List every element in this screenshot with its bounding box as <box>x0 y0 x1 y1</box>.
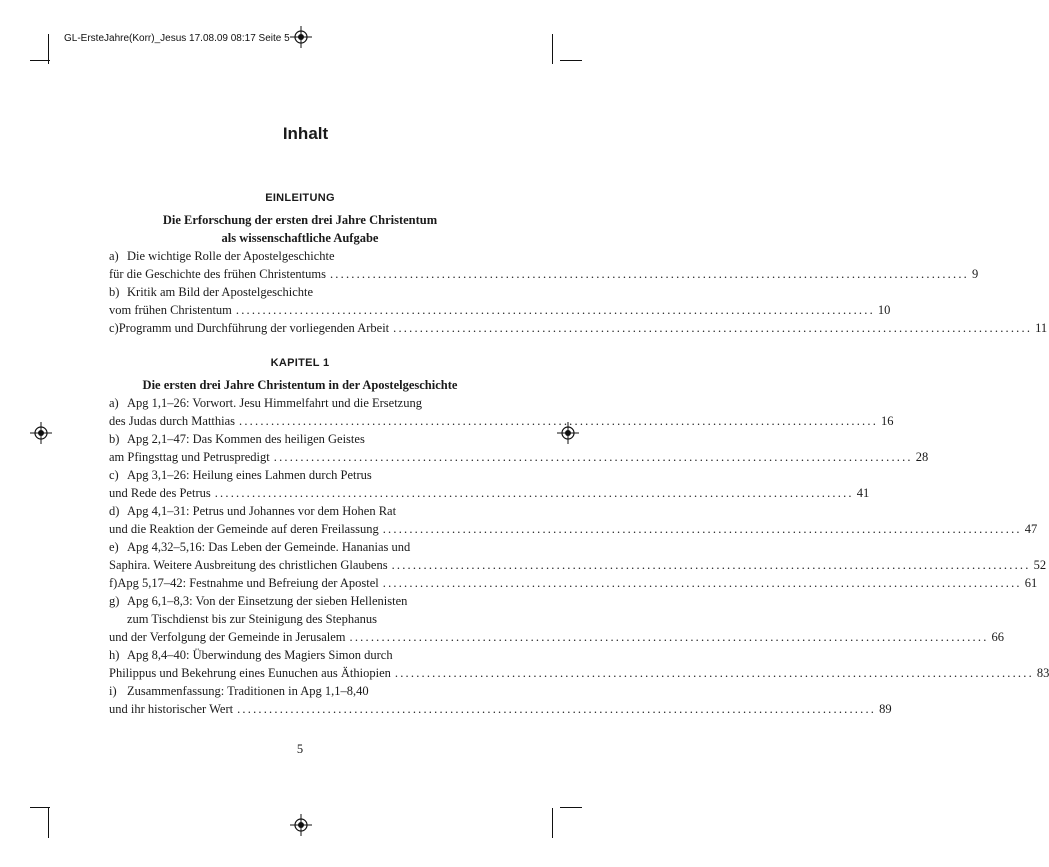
leader-dots: ........................................................................................................................ <box>382 576 1022 590</box>
entry-page-number: 16 <box>881 414 894 428</box>
toc-entry <box>109 502 1038 538</box>
entry-text: und ihr historischer Wert <box>109 702 234 716</box>
toc-entry <box>109 538 1047 574</box>
entry-text: Programm und Durchführung der vorliegenden Arbeit <box>118 321 390 335</box>
toc-entry <box>109 574 1038 592</box>
entry-text: Saphira. Weitere Ausbreitung des christlichen Glaubens <box>109 558 388 572</box>
entry-text: Apg 3,1–26: Heilung eines Lahmen durch Petrus <box>127 468 372 482</box>
entry-letter: b) <box>109 432 120 446</box>
entry-text: zum Tischdienst bis zur Steinigung des Stephanus <box>127 612 377 626</box>
entry-text: Apg 8,4–40: Überwindung des Magiers Simon durch <box>127 648 393 662</box>
entry-letter: c) <box>109 468 119 482</box>
toc-entry <box>109 283 891 319</box>
page-number: 5 <box>296 742 304 756</box>
leader-dots: ........................................................................................................................ <box>214 486 854 500</box>
leader-dots: ........................................................................................................................ <box>382 522 1022 536</box>
section-heading <box>100 211 500 247</box>
entry-text: Apg 6,1–8,3: Von der Einsetzung der sieben Hellenisten <box>127 594 408 608</box>
entry-letter: d) <box>109 504 120 518</box>
crop-mark <box>560 60 582 61</box>
entry-text: Die wichtige Rolle der Apostelgeschichte <box>127 249 335 263</box>
leader-dots: ........................................................................................................................ <box>394 666 1034 680</box>
entry-text: des Judas durch Matthias <box>109 414 236 428</box>
entry-page-number: 11 <box>1035 321 1048 335</box>
entry-letter: h) <box>109 648 120 662</box>
toc-entry <box>109 592 1005 646</box>
registration-mark-icon <box>290 814 312 836</box>
crop-mark <box>48 808 49 838</box>
entry-page-number: 89 <box>879 702 892 716</box>
leader-dots: ........................................................................................................................ <box>329 267 969 281</box>
entry-text: Philippus und Bekehrung eines Eunuchen aus Äthiopien <box>109 666 391 680</box>
entry-text: und der Verfolgung der Gemeinde in Jerusalem <box>109 630 346 644</box>
toc-entry <box>109 646 1049 682</box>
entry-letter: a) <box>109 249 119 263</box>
entry-page-number: 9 <box>971 267 979 281</box>
section-heading-line: Die ersten drei Jahre Christentum in der Apostelgeschichte <box>142 378 458 392</box>
crop-mark <box>552 34 553 64</box>
entry-text: Kritik am Bild der Apostelgeschichte <box>127 285 314 299</box>
entry-page-number: 28 <box>915 450 929 464</box>
crop-mark <box>560 807 582 808</box>
section-label: EINLEITUNG <box>265 192 335 204</box>
crop-mark <box>30 807 50 808</box>
entry-page-number: 61 <box>1024 576 1038 590</box>
entry-page-number: 41 <box>856 486 870 500</box>
toc-entry <box>109 682 892 718</box>
entry-text: vom frühen Christentum <box>109 303 232 317</box>
leader-dots: ........................................................................................................................ <box>349 630 989 644</box>
entry-letter: a) <box>109 396 119 410</box>
entry-letter: e) <box>109 540 119 554</box>
print-slug: GL-ErsteJahre(Korr)_Jesus 17.08.09 08:17 Seite 5 <box>64 33 290 44</box>
entry-text: Apg 1,1–26: Vorwort. Jesu Himmelfahrt und die Ersetzung <box>127 396 422 410</box>
entry-text: Apg 4,1–31: Petrus und Johannes vor dem Hohen Rat <box>127 504 397 518</box>
entry-letter: f) <box>109 576 118 590</box>
entry-text: Apg 2,1–47: Das Kommen des heiligen Geistes <box>127 432 365 446</box>
entry-text: am Pfingsttag und Petruspredigt <box>109 450 270 464</box>
entry-page-number: 47 <box>1024 522 1038 536</box>
entry-page-number: 66 <box>991 630 1005 644</box>
leader-dots: ........................................................................................................................ <box>239 414 879 428</box>
entry-text: Apg 4,32–5,16: Das Leben der Gemeinde. Hananias und <box>127 540 411 554</box>
entry-page-number: 10 <box>877 303 891 317</box>
leader-dots: ........................................................................................................................ <box>273 450 913 464</box>
leader-dots: ........................................................................................................................ <box>235 303 875 317</box>
crop-mark <box>30 60 50 61</box>
toc-entry <box>109 430 929 466</box>
entry-letter: i) <box>109 684 117 698</box>
entry-text: Zusammenfassung: Traditionen in Apg 1,1–8,40 <box>127 684 369 698</box>
registration-mark-icon <box>30 422 52 444</box>
toc-entry <box>109 394 894 430</box>
entry-page-number: 83 <box>1036 666 1049 680</box>
page-title: Inhalt <box>282 124 329 143</box>
leader-dots: ........................................................................................................................ <box>391 558 1031 572</box>
entry-letter: g) <box>109 594 120 608</box>
toc-entry <box>109 247 979 283</box>
section-heading-line: Die Erforschung der ersten drei Jahre Christentum <box>162 213 438 227</box>
leader-dots: ........................................................................................................................ <box>393 321 1033 335</box>
entry-letter: c) <box>109 321 119 335</box>
leader-dots: ........................................................................................................................ <box>237 702 877 716</box>
entry-text: Apg 5,17–42: Festnahme und Befreiung der Apostel <box>117 576 379 590</box>
entry-text: für die Geschichte des frühen Christentums <box>109 267 326 281</box>
section-heading-line: als wissenschaftliche Aufgabe <box>221 231 379 245</box>
entry-text: und Rede des Petrus <box>109 486 211 500</box>
section-label: KAPITEL 1 <box>270 357 330 369</box>
entry-text: und die Reaktion der Gemeinde auf deren Freilassung <box>109 522 379 536</box>
toc-entry <box>109 466 870 502</box>
toc-entry <box>109 319 1048 337</box>
crop-mark <box>552 808 553 838</box>
entry-page-number: 52 <box>1033 558 1047 572</box>
registration-mark-icon <box>290 26 312 48</box>
section-heading <box>100 376 500 394</box>
entry-letter: b) <box>109 285 120 299</box>
